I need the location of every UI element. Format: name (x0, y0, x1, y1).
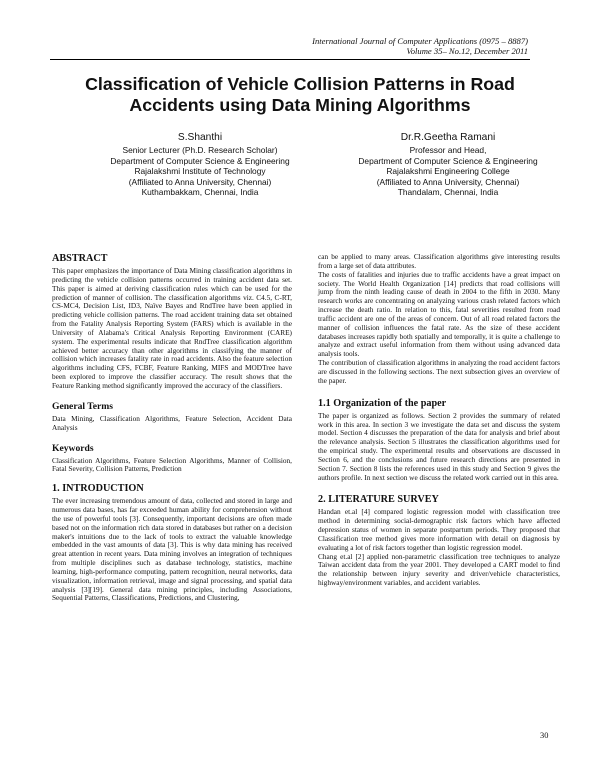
abstract-text: This paper emphasizes the importance of Data Mining classification algorithms in predicting the vehicle collision patterns occurred in training accident data set. This paper is aimed at deriving classification rules which can be used for the prediction of manner of collision. The classification algorithms viz. C4.5, C-RT, CS-MC4, Decision List, ID3, Naïve Bayes and RndTree have been applied in predicting vehicle collision patterns. The road accident training data set obtained from the Fatality Analysis Reporting System (FARS) which is available in the University of Alabama's Critical Analysis Reporting Environment (CARE) system. The experimental results indicate that RndTree classification algorithm achieved better accuracy than other algorithms in classifying the manner of collision which increases fatality rate in road accidents. Also the feature selection algorithms including CFS, FCBF, Feature Ranking, MIFS and MODTree have been explored to improve the classifier accuracy. The result shows that the Feature Ranking method significantly improved the accuracy of the classifiers. (52, 266, 292, 390)
title-line: Classification of Vehicle Collision Patterns in Road (85, 74, 515, 94)
author-affiliation-line: Senior Lecturer (Ph.D. Research Scholar) (122, 145, 278, 155)
introduction-text: The ever increasing tremendous amount of data, collected and stored in large and numerous data bases, has far exceeded human ability for comprehension without the use of powerful tools [3]. Consequently, important decisions are often made based not on the information rich data stored in databases but rather on a decision maker's intuitions due to the lack of tools to extract the valuable knowledge embedded in the vast amounts of data [3]. This is why data mining has received great attention in recent years. Data mining involves an integration of techniques from multiple disciplines such as database technology, statistics, machine learning, high-performance computing, pattern recognition, neural networks, data visualization, information retrieval, image and signal processing, and spatial data analysis [3][19]. General data mining principles, including Associations, Sequential Patterns, Classifications, Predictions, and Clustering, (52, 496, 292, 603)
intro-paragraph-2: The costs of fatalities and injuries due to traffic accidents have a great impact on society. The World Health Organization [14] predicts that road collisions will jump from the ninth leading cause of death in 2004 to the fifth in 2030. Many research works are concentrating on analyzing various crash related factors which increase the death ratio. In relation to this, fatal severities resulted from road traffic accident are one of the areas of concern. Out of all road related factors the manner of collision influences the fatal rate. As the size of these accident databases increases rapidly both spatially and temporally, it is quite a challenge to analyze and extract useful information from them without using advanced data analysis tools. (318, 269, 560, 359)
organization-text: The paper is organized as follows. Section 2 provides the summary of related work in this area. In section 3 we investigate the data set and discuss the system model. Section 4 discusses the preparation of the data for analysis and brief about the relevance analysis. Section 5 illustrates the classification algorithms used for the empirical study. The experimental results and observations are discussed in Section 6, and the conclusions and future research directions are presented in Section 7. Section 8 lists the references used in this study and Section 9 gives the authors profile. In next section we discuss the related work carried out in this area. (318, 410, 560, 482)
page-number: 30 (540, 731, 549, 740)
header-rule (50, 59, 530, 60)
introduction-heading: 1. INTRODUCTION (52, 483, 144, 495)
organization-heading: 1.1 Organization of the paper (318, 397, 447, 409)
author-affiliation-line: Rajalakshmi Engineering College (386, 166, 510, 177)
author-affiliation-line: Rajalakshmi Institute of Technology (134, 166, 266, 177)
journal-header (312, 36, 528, 56)
author-affiliation-line: Professor and Head, (409, 145, 487, 155)
journal-volume: Volume 35– No.12, December 2011 (406, 46, 528, 56)
left-column (52, 253, 292, 603)
intro-continued-text: can be applied to many areas. Classification algorithms give interesting results from a large set of data attributes. (318, 252, 560, 270)
keywords-heading: Keywords (52, 442, 94, 454)
literature-survey-heading: 2. LITERATURE SURVEY (318, 494, 439, 506)
title-line: Accidents using Data Mining Algorithms (129, 95, 471, 115)
abstract-heading: ABSTRACT (52, 253, 108, 264)
intro-paragraph-3: The contribution of classification algorithms in analyzing the road accident factors are discussed in the following sections. The next subsection gives an overview of the paper. (318, 358, 560, 385)
literature-paragraph-2: Chang et.al [2] applied non-parametric classification tree techniques to analyze Taiwan accident data from the year 2001. They developed a CART model to find the relationship between injury severity and driver/vehicle characteristics, highway/environment variables, and accident variables. (318, 551, 560, 588)
journal-name: International Journal of Computer Applications (0975 – 8887) (312, 36, 528, 46)
author-affiliation-line: Department of Computer Science & Engineering (110, 155, 290, 166)
author-affiliation-line: (Affiliated to Anna University, Chennai) (128, 176, 272, 187)
general-terms-heading: General Terms (52, 400, 114, 412)
author-block-1 (70, 131, 330, 198)
author-affiliation-line: Thandalam, Chennai, India (397, 187, 499, 198)
author-affiliation-line: Department of Computer Science & Engineering (358, 155, 538, 166)
author-affiliation-line: Kuthambakkam, Chennai, India (141, 187, 259, 198)
author-affiliation-line: (Affiliated to Anna University, Chennai) (376, 176, 520, 187)
paper-title (30, 74, 570, 116)
author-name: Dr.R.Geetha Ramani (400, 132, 496, 143)
author-name: S.Shanthi (177, 132, 223, 143)
right-column (318, 253, 560, 588)
keywords-text: Classification Algorithms, Feature Selection Algorithms, Manner of Collision, Fatal Severity, Collision Patterns, Prediction (52, 455, 292, 474)
literature-paragraph-1: Handan et.al [4] compared logistic regression model with classification tree method in determining social-demographic risk factors which have affected depression status of women in separate postpartum periods. They proposed that Classification tree method gives more information with detail on diagnosis by evaluating a lot of risk factors together than logistic regression model. (318, 507, 560, 552)
author-block-2 (318, 131, 578, 198)
general-terms-text: Data Mining, Classification Algorithms, Feature Selection, Accident Data Analysis (52, 413, 292, 432)
